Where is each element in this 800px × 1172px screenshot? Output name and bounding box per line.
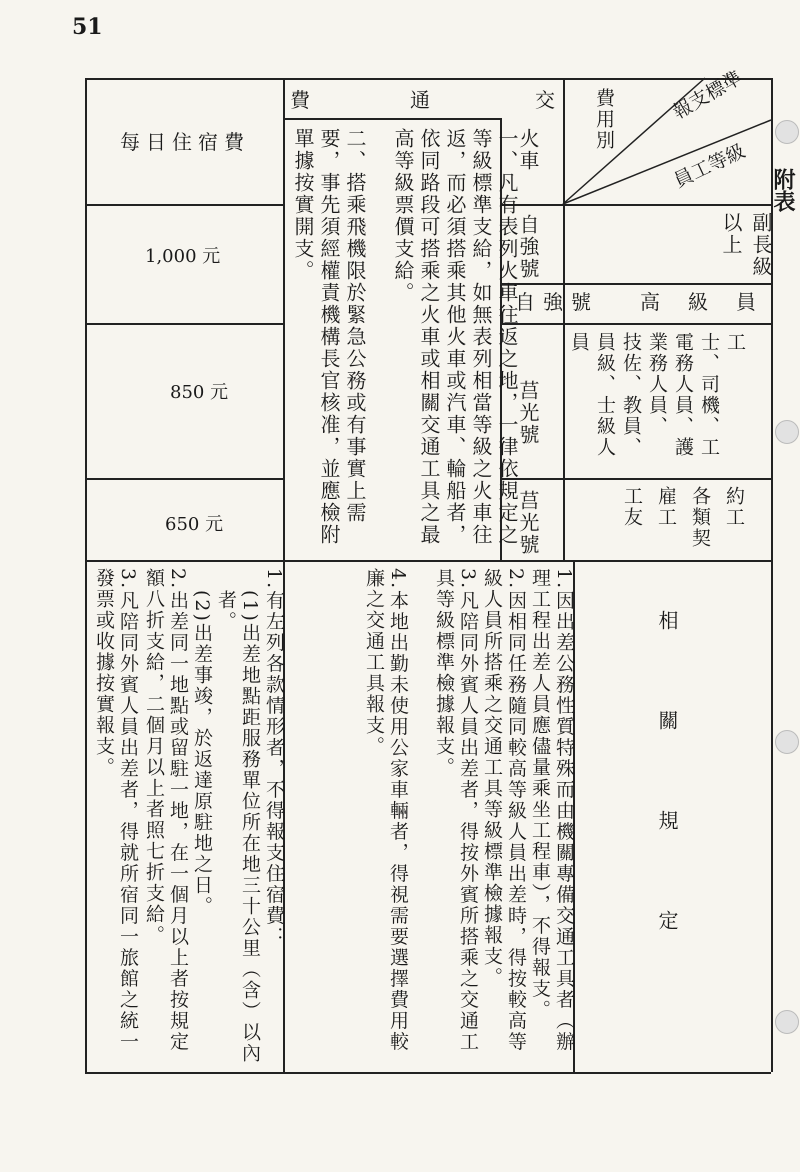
level-row-2: 高級員 <box>640 290 784 314</box>
corner-standard: 報支標準 <box>669 66 746 124</box>
rules-right-4: 4.本地出勤未使用公家車輛者，得視需要選擇費用較廉之交通工具報支。 <box>363 568 409 1053</box>
rules-title: 相關規定 <box>655 610 679 1010</box>
rules-left-3: 3.凡陪同外賓人員出差者，得就所宿同一旅館之統一發票或收據按實報支。 <box>93 568 139 1053</box>
transport-header-2: 通 <box>410 88 430 112</box>
rules-left-1: 1.有左列各款情形者，不得報支住宿費： <box>263 568 285 948</box>
train-row-3: 莒光號 <box>516 380 540 446</box>
lodging-row-4: 650 元 <box>165 514 224 535</box>
level-row-3: 工 士、司機、工 電務人員、護 業務人員、 技佐、教員、 員級、士級人員 <box>568 332 746 458</box>
train-header: 火車 <box>516 128 540 172</box>
rules-left-1b: (2)出差事竣，於返達原駐地之日。 <box>191 590 213 917</box>
rules-left-1a: (1)出差地點距服務單位所在地三十公里（含）以內者。 <box>215 590 261 1064</box>
rules-right-2: 2.因相同任務隨同較高等級人員出差時，得按較高等級人員所搭乘之交通工具等級標準檢據報支。 <box>481 568 527 1053</box>
transport-note-1: 一、凡有表列火車往返之地，一律依規定之等級標準支給，如無表列相當等級之火車往返，而必須搭乘其他火車或汽車、輪船者，依同路段可搭乘之火車或相關交通工具之最高等級票價支給。 <box>391 128 519 546</box>
transport-note-2: 二、搭乘飛機限於緊急公務或有事實上需要，事先須經權責機構長官核准，並應檢附單據按實開支。 <box>291 128 367 546</box>
train-row-4: 莒光號 <box>516 490 540 556</box>
train-row-2: 自強號 <box>515 290 599 314</box>
lodging-header: 每日住宿費 <box>120 130 250 154</box>
rules-left-2: 2.出差同一地點或留駐一地，在一個月以上者按規定額八折支給，二個月以上者照七折支給。 <box>143 568 189 1053</box>
transport-header-3: 交 <box>535 88 555 112</box>
corner-grade: 員工等級 <box>670 140 749 193</box>
appendix-label: 附表 <box>770 168 796 212</box>
level-row-1: 副長級以上 <box>719 212 773 278</box>
train-row-1: 自強號 <box>516 214 540 280</box>
level-row-4: 約工 各類契 雇工 工友 <box>621 486 745 549</box>
lodging-row-1: 1,000 元 <box>145 246 221 267</box>
transport-header-1: 費 <box>290 88 310 112</box>
corner-fee-type: 費用別 <box>593 88 615 151</box>
page-number: 51 <box>72 14 103 40</box>
rules-right-3: 3.凡陪同外賓人員出差者，得按外賓所搭乘之交通工具等級標準檢據報支。 <box>433 568 479 1053</box>
lodging-row-3: 850 元 <box>170 382 229 403</box>
rules-right-1: 1.因出差公務性質特殊而由機關專備交通工具者（辦理工程出差人員應儘量乘坐工程車），不得報支。 <box>529 568 575 1053</box>
